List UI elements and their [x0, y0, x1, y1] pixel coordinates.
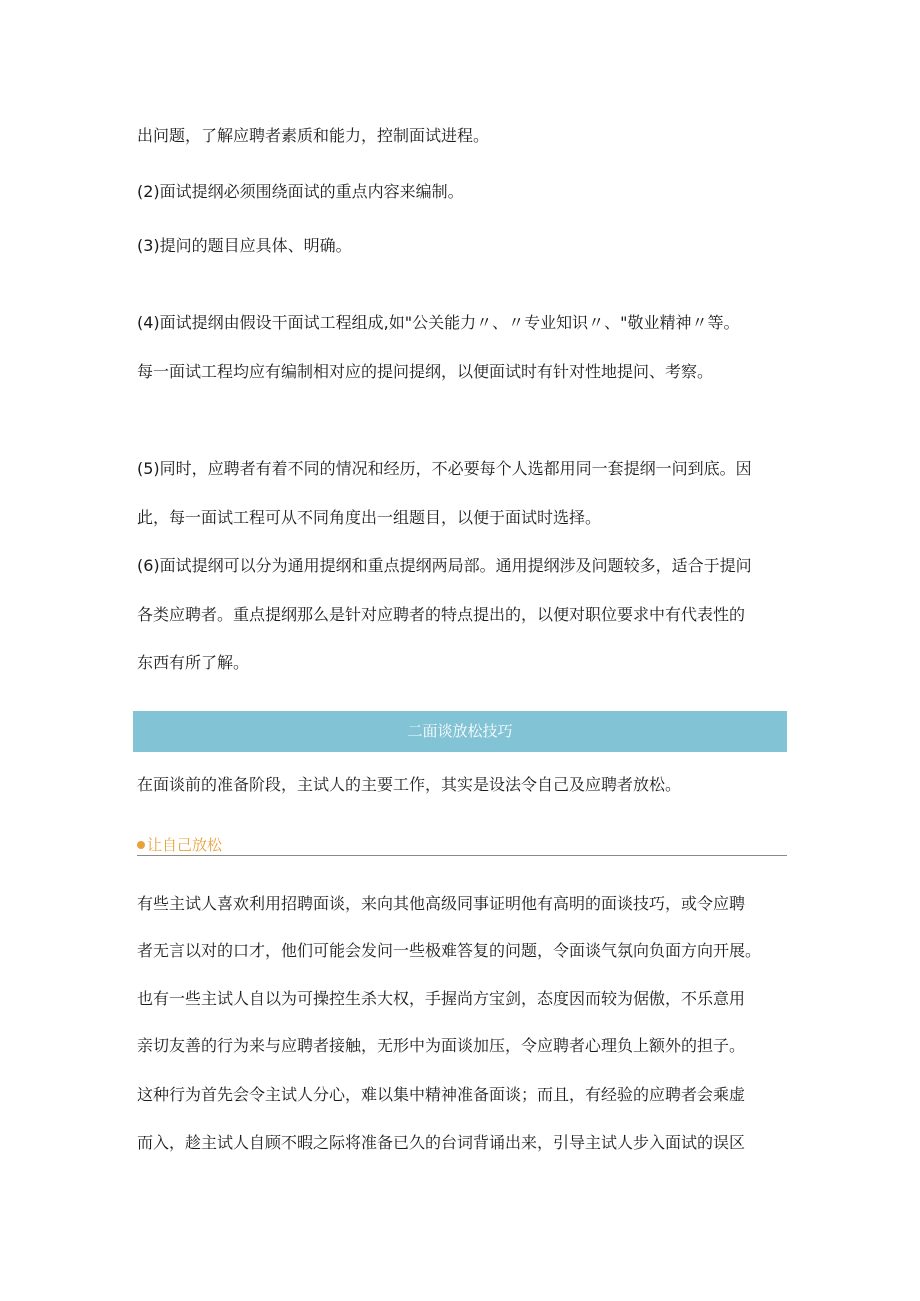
paragraph-line: (4)面试提纲由假设干面试工程组成,如"公关能力〃、〃专业知识〃、"敬业精神〃等。: [137, 313, 740, 332]
paragraph-line: 每一面试工程均应有编制相对应的提问提纲，以便面试时有针对性地提问、考察。: [137, 362, 714, 381]
paragraph-line: 东西有所了解。: [137, 653, 250, 672]
paragraph-line: (3)提问的题目应具体、明确。: [137, 236, 352, 255]
circle-bullet-icon: [137, 841, 145, 849]
section-banner: [133, 711, 787, 752]
paragraph-line: 此，每一面试工程可从不同角度出一组题目，以便于面试时选择。: [137, 508, 602, 527]
body-line: 这种行为首先会令主试人分心，难以集中精神准备面谈；而且，有经验的应聘者会乘虚: [137, 1085, 746, 1104]
body-line: 也有一些主试人自以为可操控生杀大权，手握尚方宝剑，态度因而较为倨傲，不乐意用: [137, 989, 746, 1008]
subheading-text: 让自己放松: [147, 836, 223, 854]
section-banner-title: 二面谈放松技巧: [407, 722, 513, 740]
subheading: [137, 836, 787, 856]
body-line: 而入，趁主试人自顾不暇之际将准备已久的台词背诵出来，引导主试人步入面试的误区: [137, 1133, 746, 1152]
paragraph-line: (2)面试提纲必须围绕面试的重点内容来编制。: [137, 182, 464, 201]
paragraph-line: (6)面试提纲可以分为通用提纲和重点提纲两局部。通用提纲涉及问题较多，适合于提问: [137, 556, 752, 575]
body-line: 有些主试人喜欢利用招聘面谈，来向其他高级同事证明他有高明的面谈技巧，或令应聘: [137, 894, 746, 913]
body-line: 亲切友善的行为来与应聘者接触，无形中为面谈加压，令应聘者心理负上额外的担子。: [137, 1036, 746, 1055]
paragraph-line: 出问题，了解应聘者素质和能力，控制面试进程。: [137, 126, 490, 145]
paragraph-line: 各类应聘者。重点提纲那么是针对应聘者的特点提出的，以便对职位要求中有代表性的: [137, 605, 746, 624]
body-line: 者无言以对的口才，他们可能会发问一些极难答复的问题，令面谈气氛向负面方向开展。: [137, 941, 762, 960]
paragraph-line: (5)同时，应聘者有着不同的情况和经历，不必要每个人选都用同一套提纲一问到底。因: [137, 459, 752, 478]
intro-line: 在面谈前的准备阶段，主试人的主要工作，其实是设法令自己及应聘者放松。: [137, 775, 682, 794]
